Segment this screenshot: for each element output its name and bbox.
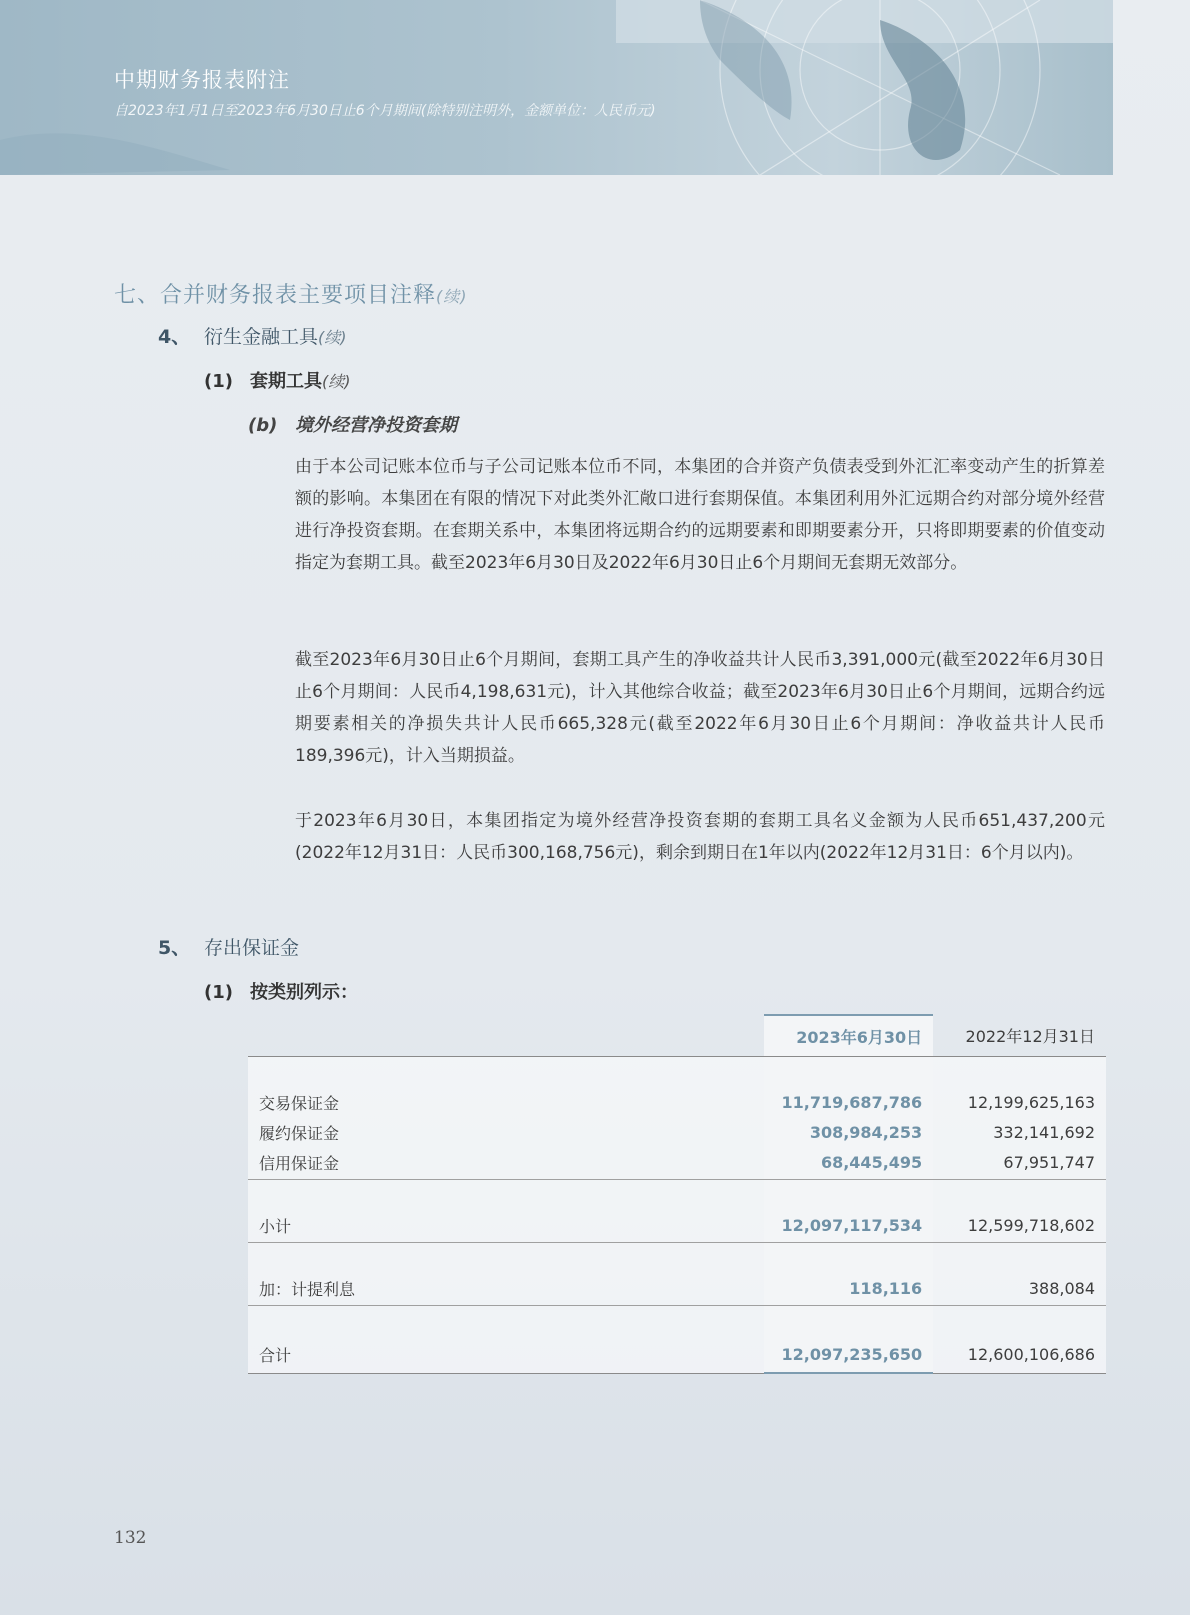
row-prior-value: 12,199,625,163 <box>967 1092 1095 1112</box>
row-current-value: 68,445,495 <box>764 1147 933 1177</box>
subtotal-row <box>248 1210 1106 1240</box>
note-5-title: 存出保证金 <box>204 937 300 959</box>
by-category-heading <box>204 978 358 1004</box>
table-header-row <box>248 1015 1106 1057</box>
interest-row <box>248 1273 1106 1303</box>
spacer-row <box>248 1180 1106 1211</box>
header-prior-period: 2022年12月31日 <box>933 1015 1106 1057</box>
page-number: 132 <box>114 1528 147 1548</box>
note-5-heading <box>158 933 299 960</box>
row-label: 履约保证金 <box>259 1123 340 1143</box>
header-banner <box>0 0 1113 175</box>
item-5-1-number: (1) <box>204 982 233 1003</box>
note-5-number: 5、 <box>158 937 191 959</box>
total-current-value: 12,097,235,650 <box>764 1336 933 1373</box>
spacer-row <box>248 1057 1106 1088</box>
row-current-value: 308,984,253 <box>764 1117 933 1147</box>
spacer-row <box>248 1306 1106 1337</box>
table-row <box>248 1147 1106 1177</box>
item-1-title: 套期工具 <box>250 371 322 392</box>
table-row <box>248 1087 1106 1117</box>
paragraph-hedge-gains: 截至2023年6月30日止6个月期间，套期工具产生的净收益共计人民币3,391,000元(截至2022年6月30日止6个月期间：人民币4,198,631元)，计入其他综合收益；截至2023年6月30日止6个月期间，远期合约远期要素相关的净损失共计人民币665,328元(截至2022年6月30日止6个月期间：净收益共计人民币189,396元)，计入当期损益。 <box>295 650 1105 766</box>
note-4-title: 衍生金融工具 <box>204 326 319 348</box>
spacer-row <box>248 1243 1106 1274</box>
page-header-title: 中期财务报表附注 <box>114 68 290 92</box>
subtotal-prior-value: 12,599,718,602 <box>967 1215 1095 1235</box>
interest-prior-value: 388,084 <box>1028 1278 1095 1298</box>
paragraph-notional-amount: 于2023年6月30日，本集团指定为境外经营净投资套期的套期工具名义金额为人民币651,437,200元(2022年12月31日：人民币300,168,756元)，剩余到期日在1年以内(2022年12月31日：6个月以内)。 <box>295 811 1105 863</box>
row-current-value: 11,719,687,786 <box>764 1087 933 1117</box>
section-title: 七、合并财务报表主要项目注释 <box>114 283 437 308</box>
total-prior-value: 12,600,106,686 <box>933 1336 1106 1373</box>
net-investment-hedge-heading <box>248 411 457 437</box>
header-current-period: 2023年6月30日 <box>764 1015 933 1057</box>
header-label-cell <box>248 1015 764 1057</box>
row-label: 信用保证金 <box>259 1153 340 1173</box>
item-1-number: (1) <box>204 371 233 392</box>
section-continued: (续) <box>436 287 468 306</box>
row-prior-value: 67,951,747 <box>1003 1152 1095 1172</box>
item-1-continued: (续) <box>322 372 351 391</box>
note-4-number: 4、 <box>158 326 191 348</box>
paragraph-hedge-overview: 由于本公司记账本位币与子公司记账本位币不同，本集团的合并资产负债表受到外汇汇率变动产生的折算差额的影响。本集团在有限的情况下对此类外汇敞口进行套期保值。本集团利用外汇远期合约对部分境外经营进行净投资套期。在套期关系中，本集团将远期合约的远期要素和即期要素分开，只将即期要素的价值变动指定为套期工具。截至2023年6月30日及2022年6月30日止6个月期间无套期无效部分。 <box>295 457 1105 573</box>
subtotal-label: 小计 <box>259 1216 292 1236</box>
item-b-title: 境外经营净投资套期 <box>295 415 457 436</box>
table-row <box>248 1117 1106 1147</box>
total-row <box>248 1336 1106 1373</box>
item-b-number: (b) <box>248 415 278 436</box>
section-heading <box>114 278 468 309</box>
total-label: 合计 <box>248 1336 764 1373</box>
hedging-instruments-heading <box>204 367 351 393</box>
page-header-subtitle: 自2023年1月1日至2023年6月30日止6个月期间(除特别注明外，金额单位：人民币元) <box>114 103 656 119</box>
subtotal-current-value: 12,097,117,534 <box>764 1210 933 1240</box>
deposits-table <box>248 1014 1106 1374</box>
item-5-1-title: 按类别列示： <box>250 982 358 1003</box>
interest-current-value: 118,116 <box>764 1273 933 1303</box>
interest-label: 加：计提利息 <box>259 1279 356 1299</box>
row-prior-value: 332,141,692 <box>993 1122 1095 1142</box>
note-4-continued: (续) <box>318 328 347 347</box>
note-4-heading <box>158 322 347 349</box>
row-label: 交易保证金 <box>259 1093 340 1113</box>
